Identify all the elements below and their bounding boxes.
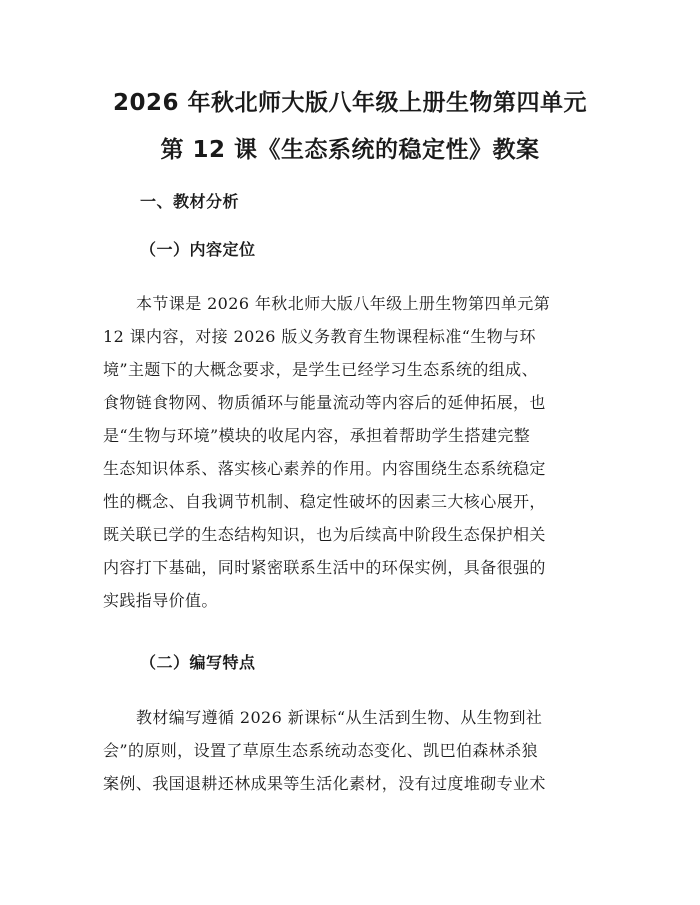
paragraph-line: 教材编写遵循 2026 新课标“从生活到生物、从生物到社 xyxy=(136,708,543,727)
document-title-line-2: 第 12 课《生态系统的稳定性》教案 xyxy=(160,137,540,163)
paragraph-line: 境”主题下的大概念要求，是学生已经学习生态系统的组成、 xyxy=(103,360,538,379)
paragraph-line: 生态知识体系、落实核心素养的作用。内容围绕生态系统稳定 xyxy=(103,459,546,478)
paragraph-line: 实践指导价值。 xyxy=(103,591,218,610)
paragraph-line: 本节课是 2026 年秋北师大版八年级上册生物第四单元第 xyxy=(136,294,551,313)
paragraph-content-positioning xyxy=(103,287,600,617)
paragraph-line: 是“生物与环境”模块的收尾内容，承担着帮助学生搭建完整 xyxy=(103,426,531,445)
paragraph-writing-features xyxy=(103,701,600,800)
paragraph-line: 性的概念、自我调节机制、稳定性破坏的因素三大核心展开， xyxy=(103,492,546,511)
paragraph-line: 内容打下基础，同时紧密联系生活中的环保实例，具备很强的 xyxy=(103,558,546,577)
subsection-heading-writing-features: （二）编写特点 xyxy=(140,653,256,672)
paragraph-line: 案例、我国退耕还林成果等生活化素材，没有过度堆砌专业术 xyxy=(103,774,546,793)
section-heading-teaching-material-analysis: 一、教材分析 xyxy=(140,192,240,211)
paragraph-line: 既关联已学的生态结构知识，也为后续高中阶段生态保护相关 xyxy=(103,525,546,544)
paragraph-line: 12 课内容，对接 2026 版义务教育生物课程标准“生物与环 xyxy=(103,327,536,346)
subsection-heading-content-positioning: （一）内容定位 xyxy=(140,240,256,259)
paragraph-line: 会”的原则，设置了草原生态系统动态变化、凯巴伯森林杀狼 xyxy=(103,741,538,760)
document-title-line-1: 2026 年秋北师大版八年级上册生物第四单元 xyxy=(112,90,588,116)
paragraph-line: 食物链食物网、物质循环与能量流动等内容后的延伸拓展，也 xyxy=(103,393,546,412)
